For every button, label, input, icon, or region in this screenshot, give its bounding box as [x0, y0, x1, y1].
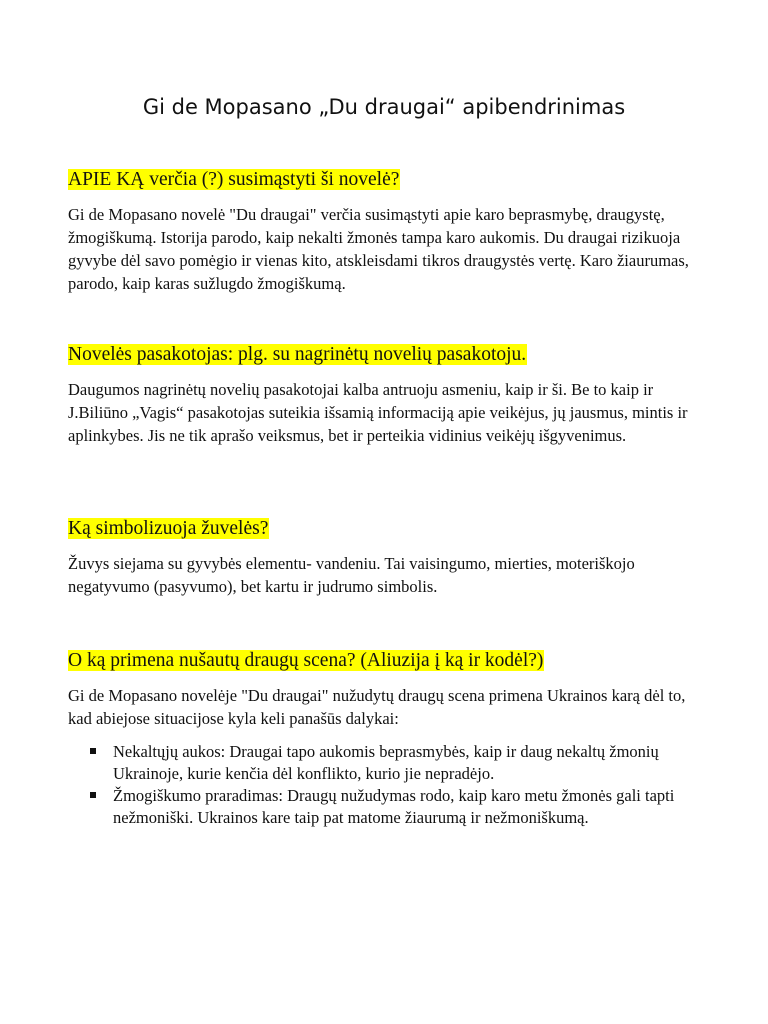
section-heading: Ką simbolizuoja žuvelės?: [68, 518, 269, 539]
section-paragraph: Gi de Mopasano novelėje "Du draugai" nužudytų draugų scena primena Ukrainos karą dėl to, kad abiejose situacijose kyla keli panašūs dalykai:: [68, 686, 686, 728]
list-item-text: Žmogiškumo praradimas: Draugų nužudymas rodo, kaip karo metu žmonės gali tapti nežmoniški. Ukrainos kare taip pat matome žiaurumą ir nežmoniškumą.: [113, 786, 675, 827]
section-topic: [68, 167, 708, 295]
section-narrator: [68, 342, 708, 447]
section-paragraph: Žuvys siejama su gyvybės elementu- vandeniu. Tai vaisingumo, mierties, moteriškojo negatyvumo (pasyvumo), bet kartu ir judrumo simbolis.: [68, 554, 635, 596]
section-heading-wrap: [68, 648, 708, 675]
section-heading: APIE KĄ verčia (?) susimąstyti ši novelė?: [68, 169, 400, 190]
list-item: [68, 741, 708, 785]
bullet-list: [68, 741, 708, 829]
list-item: [68, 785, 708, 829]
document-title: Gi de Mopasano „Du draugai“ apibendrinimas: [142, 95, 626, 119]
section-heading: Novelės pasakotojas: plg. su nagrinėtų novelių pasakotoju.: [68, 344, 527, 365]
section-paragraph: Daugumos nagrinėtų novelių pasakotojai kalba antruoju asmeniu, kaip ir ši. Be to kaip ir J.Biliūno „Vagis“ pasakotojas suteikia išsamią informaciją apie veikėjus, jų jausmus, mintis ir aplinkybes. Jis ne tik aprašo veiksmus, bet ir perteikia vidinius veikėjų išgyvenimus.: [68, 380, 688, 445]
section-paragraph: Gi de Mopasano novelė "Du draugai" verčia susimąstyti apie karo beprasmybę, draugystę, žmogiškumą. Istorija parodo, kaip nekalti žmonės tampa karo aukomis. Du draugai rizikuoja gyvybe dėl savo pomėgio ir vienas kito, atskleisdami tikros draugystės vertę. Karo žiaurumas, parodo, kaip karas sužlugdo žmogiškumą.: [68, 205, 689, 293]
section-heading: O ką primena nušautų draugų scena? (Aliuzija į ką ir kodėl?): [68, 650, 544, 671]
list-item-text: Nekaltųjų aukos: Draugai tapo aukomis beprasmybės, kaip ir daug nekaltų žmonių Ukrainoje, kurie kenčia dėl konflikto, kurio jie nepradėjo.: [113, 742, 659, 783]
section-heading-wrap: [68, 167, 708, 194]
section-allusion: [68, 648, 708, 829]
square-bullet-icon: [90, 748, 96, 754]
section-heading-wrap: [68, 516, 708, 543]
section-heading-wrap: [68, 342, 708, 369]
square-bullet-icon: [90, 792, 96, 798]
section-fish-symbolism: [68, 516, 708, 598]
